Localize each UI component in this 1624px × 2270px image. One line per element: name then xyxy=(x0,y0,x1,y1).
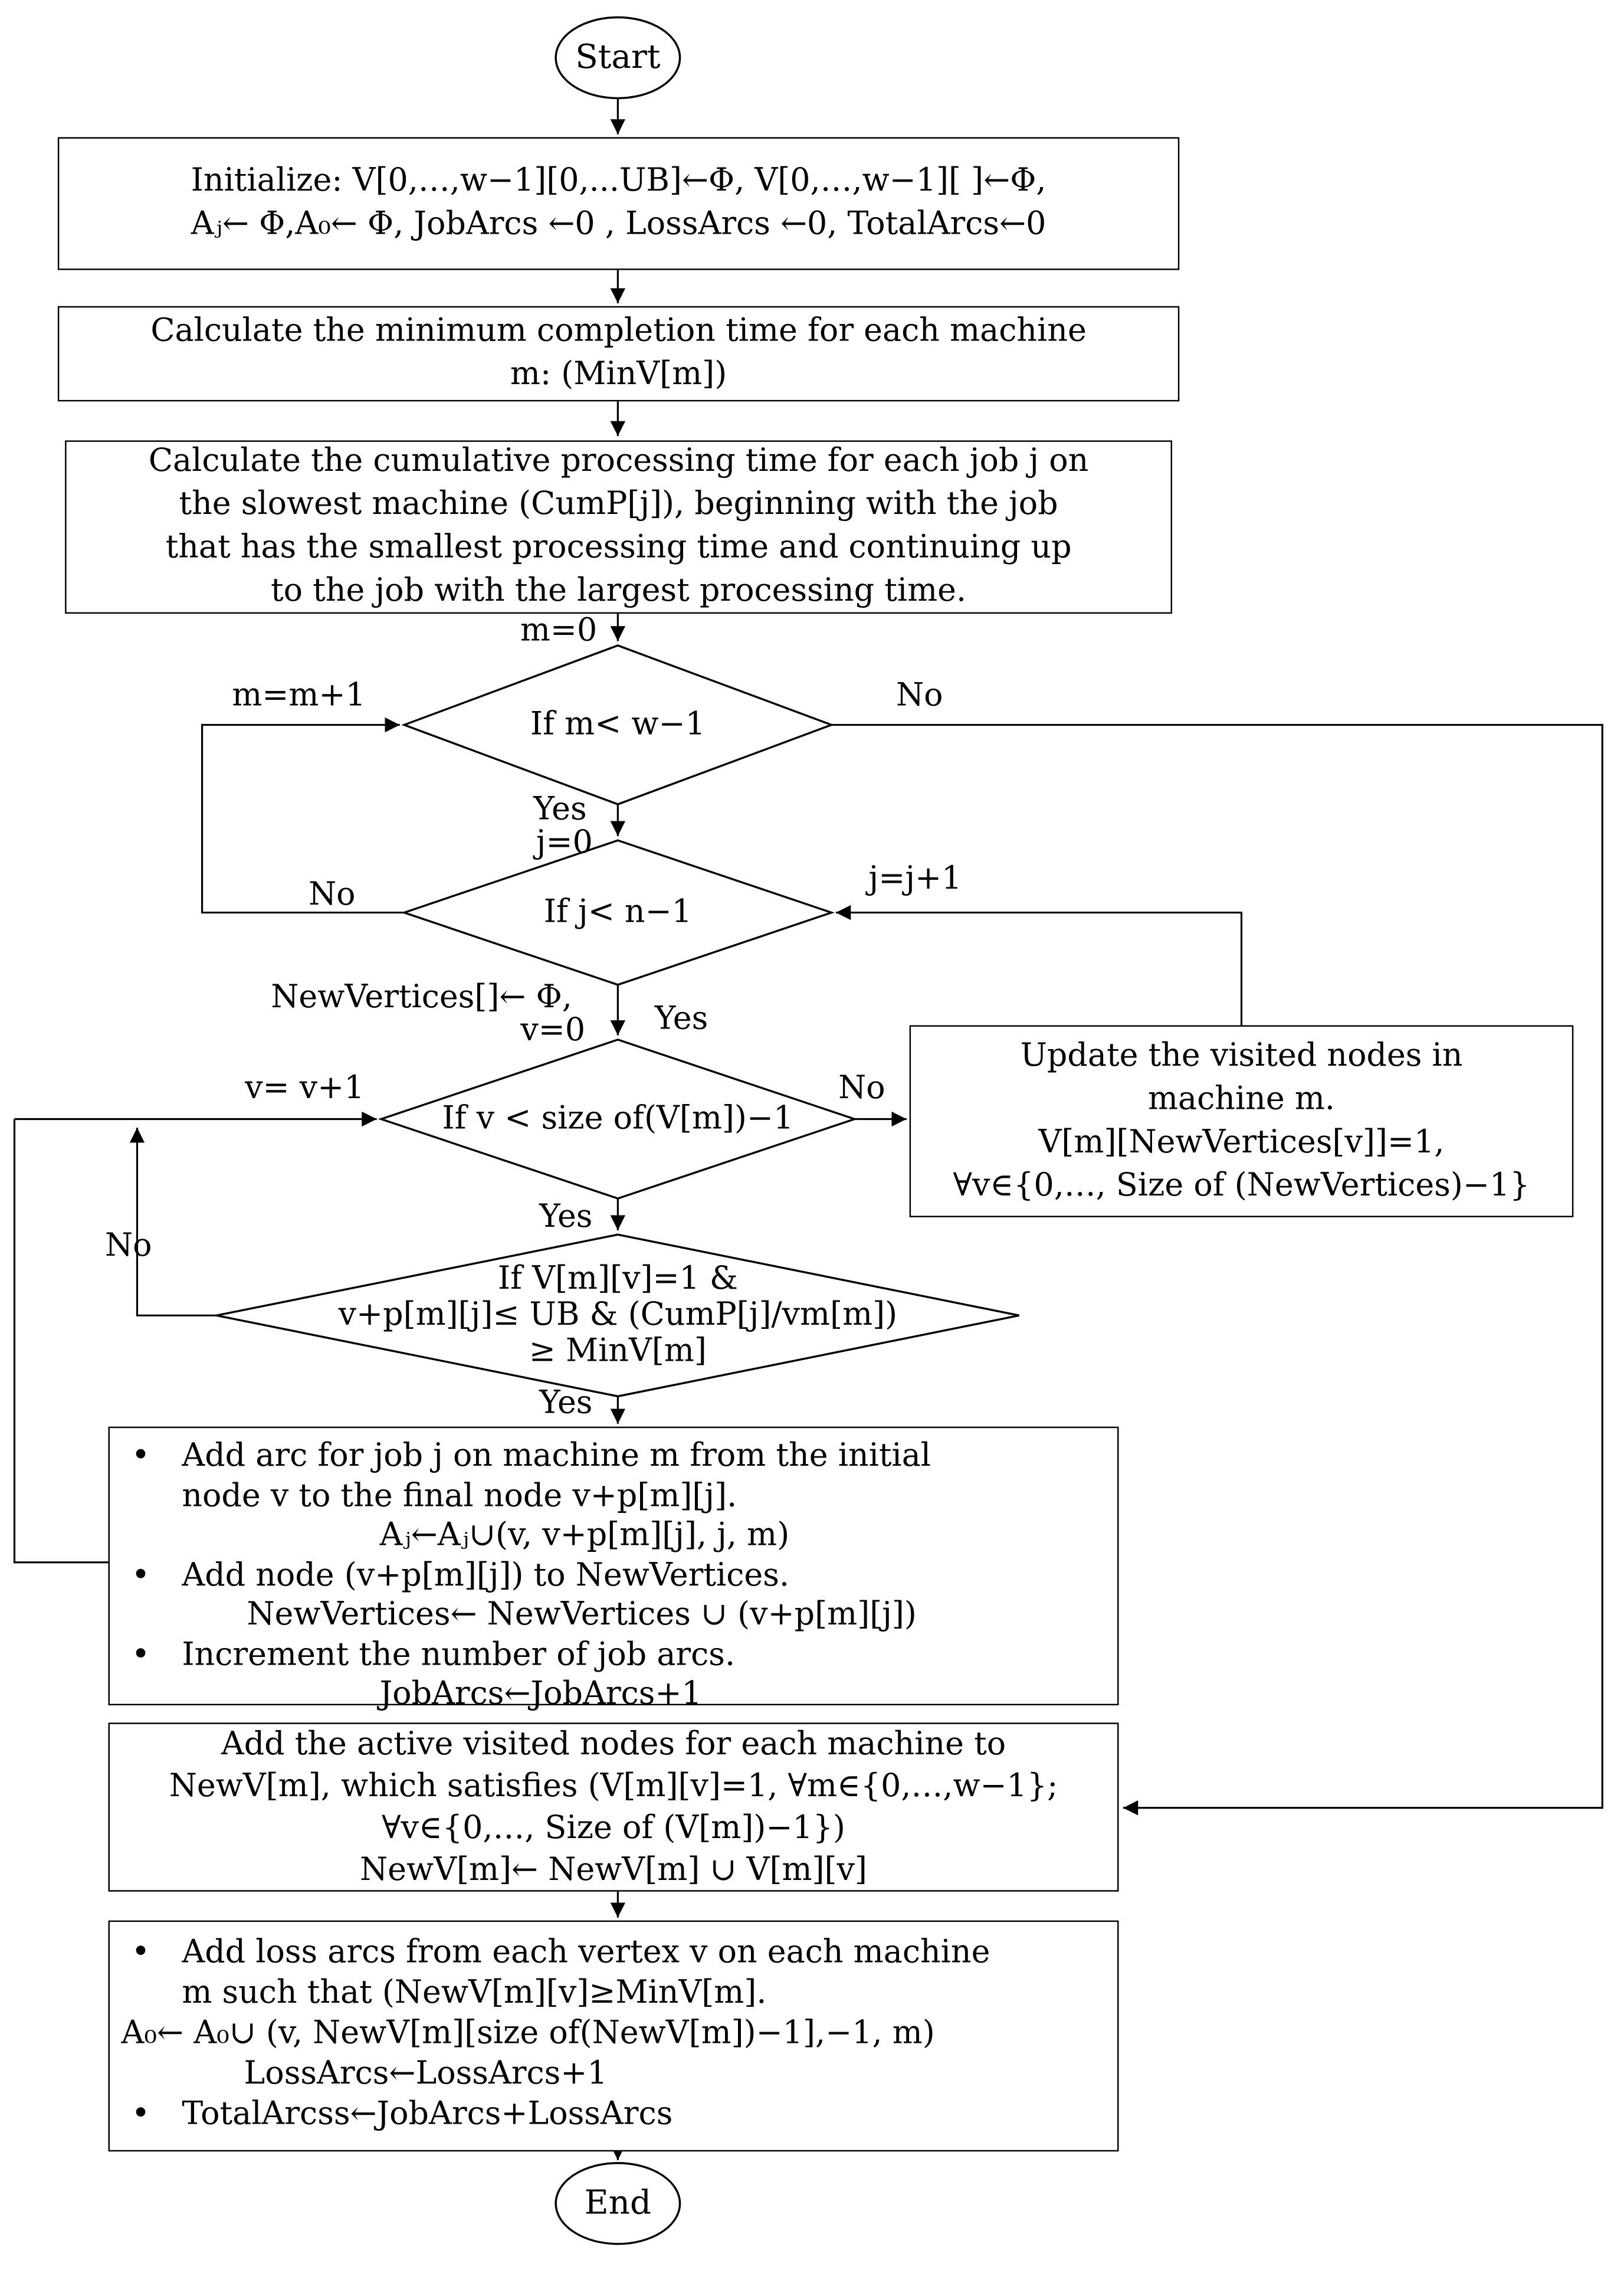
text-line: Add node (v+p[m][j]) to NewVertices. xyxy=(182,1557,789,1594)
label-d2-yes: Yes xyxy=(654,1001,708,1038)
add-loss-arcs-box xyxy=(109,1921,1119,2152)
text-line: Add loss arcs from each vertex v on each machine xyxy=(182,1935,990,1971)
label-m-inc: m=m+1 xyxy=(232,677,366,715)
label-d4-no: No xyxy=(105,1228,152,1265)
initialize-box xyxy=(58,137,1179,270)
label-j0: j=0 xyxy=(536,825,593,862)
label-v-inc: v= v+1 xyxy=(245,1070,365,1107)
text-line: Aⱼ← Φ,A₀← Φ, JobArcs ←0 , LossArcs ←0, TotalArcs←0 xyxy=(191,206,1046,243)
text-line: that has the smallest processing time and continuing up xyxy=(165,530,1072,566)
label-d2-no: No xyxy=(309,877,356,913)
text-line: NewV[m]← NewV[m] ∪ V[m][v] xyxy=(360,1852,867,1888)
text-line: LossArcs←LossArcs+1 xyxy=(244,2056,608,2092)
text-line: Update the visited nodes in xyxy=(1020,1037,1463,1074)
text-line: Add arc for job j on machine m from the initial xyxy=(182,1438,931,1475)
text-line: ≥ MinV[m] xyxy=(529,1333,707,1370)
text-line: ∀v∈{0,…, Size of (NewVertices)−1} xyxy=(953,1167,1530,1204)
end-terminal-label: End xyxy=(584,2184,652,2223)
update-visited-box xyxy=(910,1025,1574,1217)
text-line: If V[m][v]=1 & xyxy=(497,1261,738,1298)
label-d3-no: No xyxy=(838,1070,885,1107)
bullet-icon: • xyxy=(131,1557,150,1594)
label-d4-yes: Yes xyxy=(539,1385,593,1422)
cumulative-box xyxy=(65,440,1172,614)
text-line: Initialize: V[0,…,w−1][0,...UB]←Φ, V[0,…,w−1][ ]←Φ, xyxy=(191,163,1046,199)
text-line: to the job with the largest processing time. xyxy=(271,573,967,610)
text-line: v+p[m][j]≤ UB & (CumP[j]/vm[m]) xyxy=(338,1297,898,1334)
text-line: node v to the final node v+p[m][j]. xyxy=(182,1478,737,1514)
text-line: Aⱼ←Aⱼ∪(v, v+p[m][j], j, m) xyxy=(379,1517,790,1554)
bullet-icon: • xyxy=(131,1935,150,1971)
min-completion-box xyxy=(58,306,1179,402)
add-job-arcs-box xyxy=(109,1427,1119,1713)
label-v0: v=0 xyxy=(520,1013,586,1049)
text-line: NewVertices← NewVertices ∪ (v+p[m][j]) xyxy=(247,1597,917,1633)
label-d3-yes: Yes xyxy=(539,1199,593,1236)
text-line: Calculate the cumulative processing time for each job j on xyxy=(148,443,1089,480)
text-line: Increment the number of job arcs. xyxy=(182,1636,736,1673)
bullet-icon: • xyxy=(131,1636,150,1673)
text-line: ∀v∈{0,…, Size of (V[m])−1}) xyxy=(382,1810,845,1846)
bullet-icon: • xyxy=(131,2097,150,2133)
text-line: the slowest machine (CumP[j]), beginning with the job xyxy=(179,486,1058,523)
text-line: m: (MinV[m]) xyxy=(510,356,727,393)
edge-update-to-decision-j xyxy=(836,913,1242,1026)
label-d1-yes: Yes xyxy=(533,792,587,828)
decision-v-label: If v < size of(V[m])−1 xyxy=(442,1100,794,1138)
edge-decision-arc-no-loop xyxy=(137,1128,216,1315)
edge-decision-j-no-loop-m-inc xyxy=(202,725,405,912)
edge-addjobarcs-loop xyxy=(14,1119,108,1563)
label-j-inc: j=j+1 xyxy=(868,861,962,897)
text-line: Calculate the minimum completion time for each machine xyxy=(150,313,1087,350)
decision-m-label: If m< w−1 xyxy=(530,706,706,743)
text-line: A₀← A₀∪ (v, NewV[m][size of(NewV[m])−1],−1, m) xyxy=(121,2016,935,2052)
text-line: machine m. xyxy=(1147,1080,1335,1117)
start-terminal-label: Start xyxy=(575,39,661,77)
text-line: TotalArcss←JobArcs+LossArcs xyxy=(182,2097,673,2133)
bullet-icon: • xyxy=(131,1438,150,1475)
text-line: m such that (NewV[m][v]≥MinV[m]. xyxy=(182,1975,767,2012)
text-line: Add the active visited nodes for each machine to xyxy=(221,1726,1006,1763)
add-active-box xyxy=(109,1722,1119,1891)
decision-j-label: If j< n−1 xyxy=(543,894,693,931)
label-new-vertices: NewVertices[]← Φ, xyxy=(271,980,572,1016)
text-line: V[m][NewVertices[v]]=1, xyxy=(1038,1124,1445,1161)
decision-arc-label xyxy=(339,1262,898,1370)
label-m0: m=0 xyxy=(520,612,598,649)
text-line: NewV[m], which satisfies (V[m][v]=1, ∀m∈{0,…,w−1}; xyxy=(169,1768,1058,1804)
label-d1-no: No xyxy=(896,677,943,715)
text-line: JobArcs←JobArcs+1 xyxy=(379,1676,702,1713)
